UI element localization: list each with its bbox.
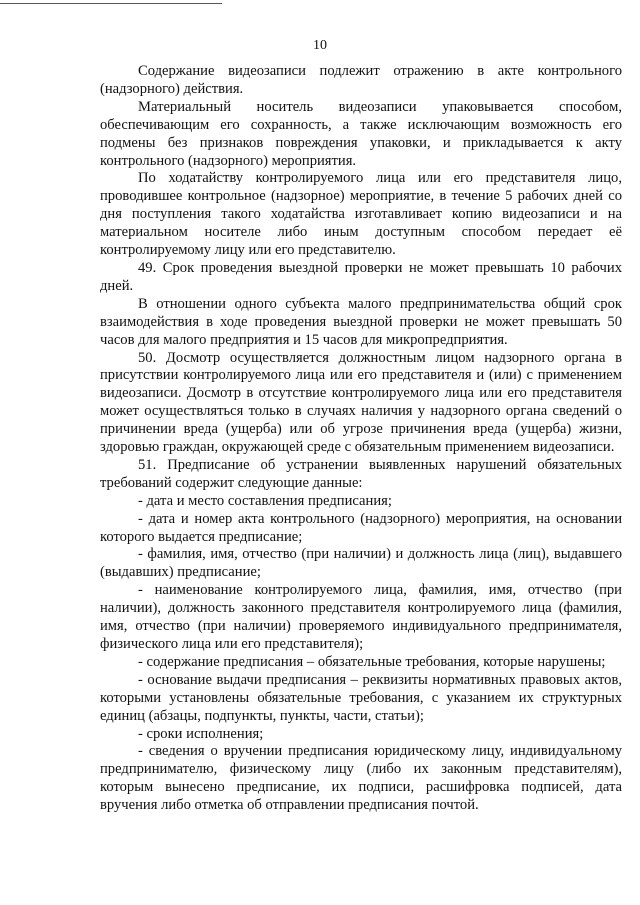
list-item: - сроки исполнения; (138, 725, 264, 742)
paragraph-small-business: В отношении одного субъекта малого предпринимательства общий срок взаимодействия в ходе проведения выездной проверки не может превышать 50 часов для малого предприятия и 15 часов для микропредприятия. (100, 295, 622, 348)
top-corner-line (0, 3, 222, 4)
list-item: - дата и номер акта контрольного (надзорного) мероприятия, на основании которого выдается предписание; (100, 510, 622, 545)
list-item: - содержание предписания – обязательные требования, которые нарушены; (138, 653, 606, 670)
paragraph-51: 51. Предписание об устранении выявленных нарушений обязательных требований содержит следующие данные: (100, 456, 622, 491)
paragraph-video-content: Содержание видеозаписи подлежит отражению в акте контрольного (надзорного) действия. (100, 63, 622, 97)
list-item: - сведения о вручении предписания юридическому лицу, индивидуальному предпринимателю, физическому лицу (либо их законным представителям), которым вынесено предписание, их подписи, расшифровка подписей, дата вручения либо отметка об отправлении предписания почтой. (100, 743, 622, 814)
page-number: 10 (313, 38, 327, 53)
document-body (100, 63, 622, 815)
paragraph-video-copy: По ходатайству контролируемого лица или его представителя лицо, проводившее контрольное (надзорное) мероприятие, в течение 5 рабочих дней со дня поступления такого ходатайства изготавливает копию видеозаписи и на материальном носителе либо иным доступным способом передает её контролируемому лицу или его представителю. (100, 170, 622, 259)
paragraph-video-media: Материальный носитель видеозаписи упаковывается способом, обеспечивающим его сохранность, а также исключающим возможность его подмены без признаков повреждения упаковки, и прикладывается к акту контрольного (надзорного) мероприятия. (100, 98, 622, 169)
list-item: - основание выдачи предписания – реквизиты нормативных правовых актов, которыми установлены обязательные требования, с указанием их структурных единиц (абзацы, подпункты, пункты, части, статьи); (100, 671, 622, 724)
paragraph-50: 50. Досмотр осуществляется должностным лицом надзорного органа в присутствии контролируемого лица или его представителя и (или) с применением видеозаписи. Досмотр в отсутствие контролируемого лица или его представителя может осуществляться только в случаях наличия у надзорного органа сведений о причинении вреда (ущерба) или об угрозе причинения вреда (ущерба) жизни, здоровью граждан, окружающей среде с обязательным применением видеозаписи. (100, 349, 622, 456)
paragraph-49: 49. Срок проведения выездной проверки не может превышать 10 рабочих дней. (100, 259, 622, 294)
list-item: - фамилия, имя, отчество (при наличии) и должность лица (лиц), выдавшего (выдавших) предписание; (100, 546, 622, 581)
list-item: - дата и место составления предписания; (138, 492, 392, 509)
list-item: - наименование контролируемого лица, фамилия, имя, отчество (при наличии), должность законного представителя контролируемого лица (фамилия, имя, отчество (при наличии) проверяемого индивидуального предпринимателя, физического лица или его представителя); (100, 582, 622, 652)
